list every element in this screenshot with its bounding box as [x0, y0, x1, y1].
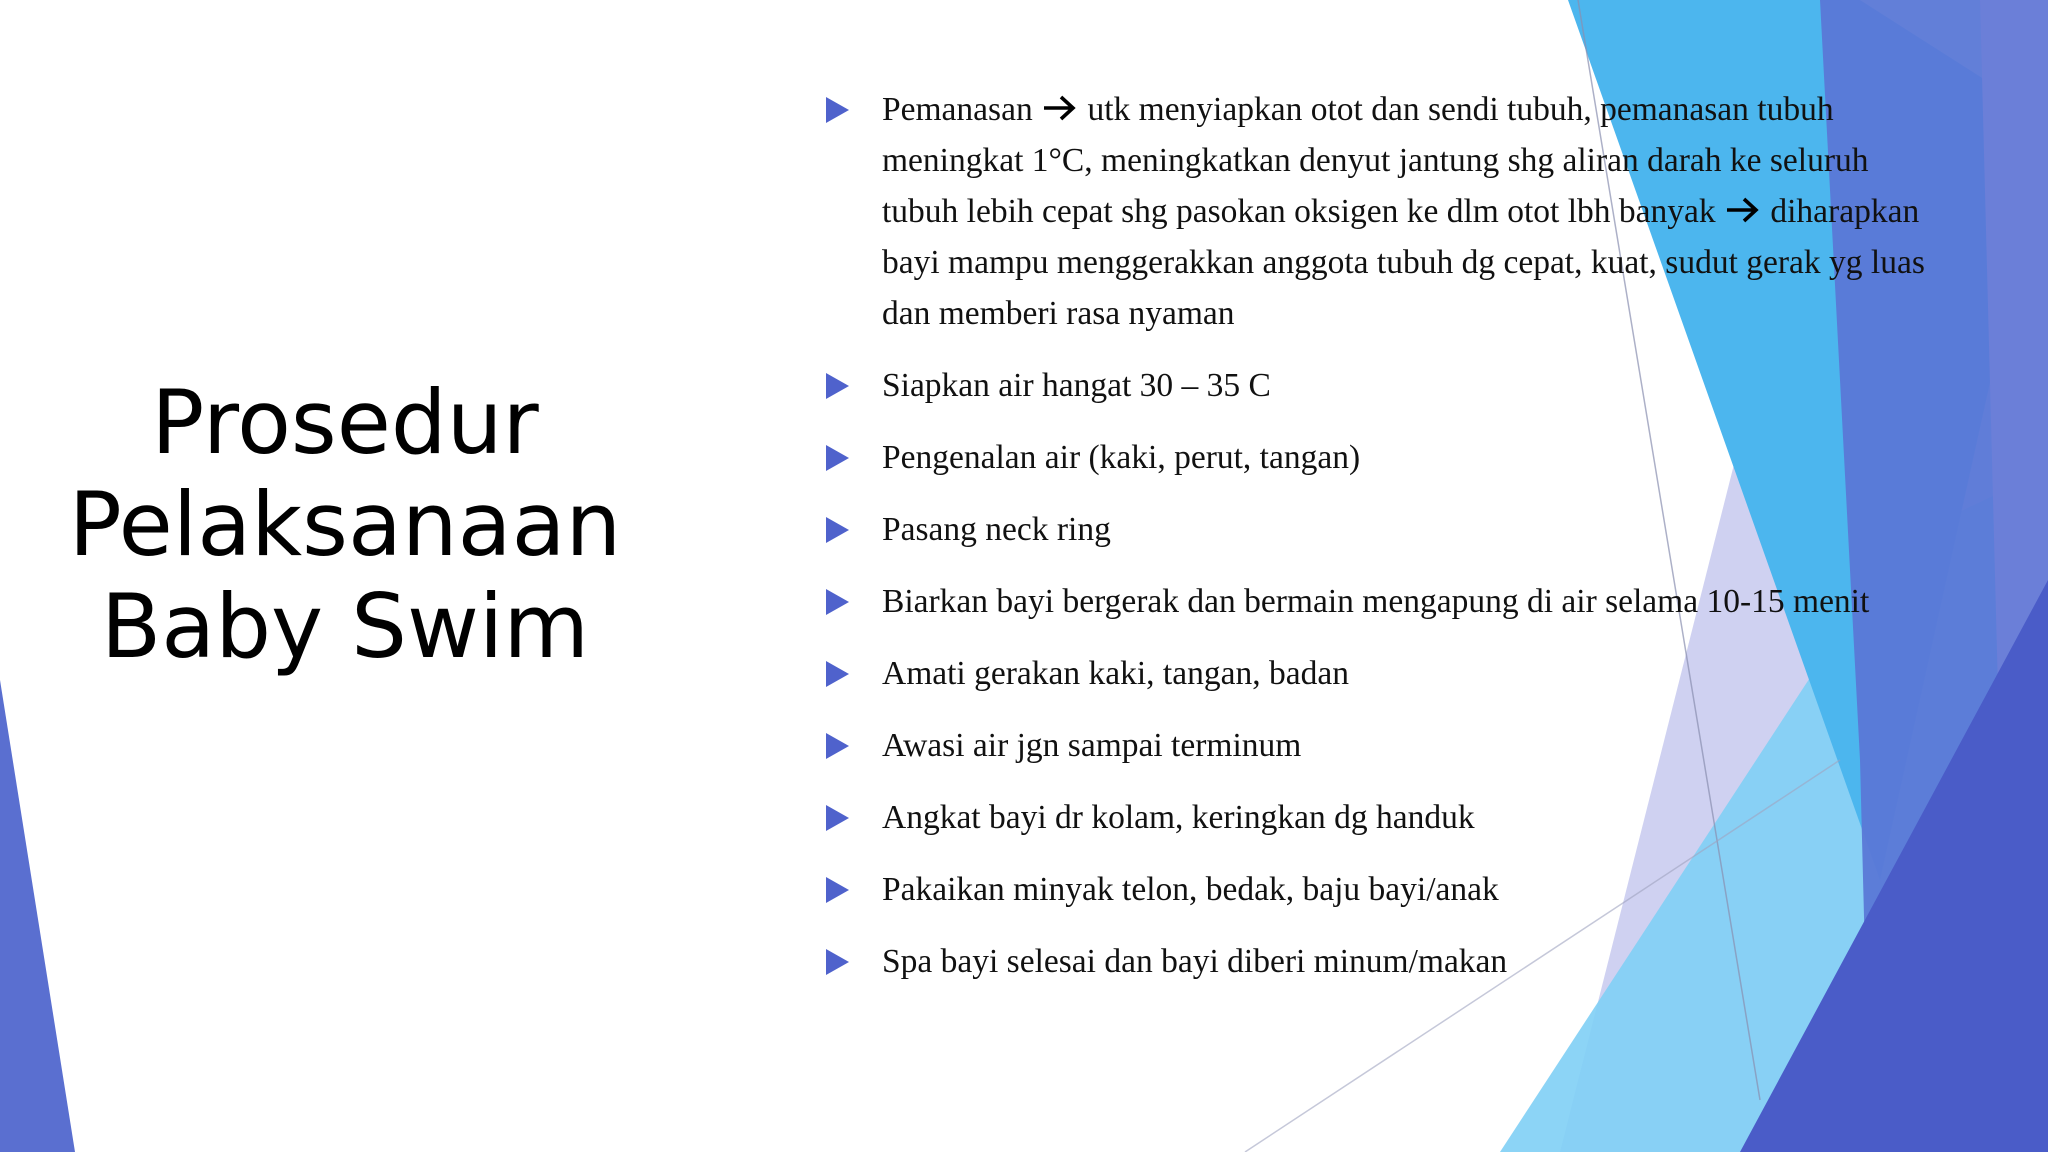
- bullet-text: Awasi air jgn sampai terminum: [882, 727, 1302, 764]
- bullet-item-warmup: [820, 84, 1950, 339]
- bullet-text: Spa bayi selesai dan bayi diberi minum/makan: [882, 943, 1508, 980]
- bullet-item: [820, 648, 1950, 699]
- bullet-text: Biarkan bayi bergerak dan bermain mengapung di air selama 10-15 menit: [882, 583, 1870, 620]
- triangle-bullet-icon: [826, 517, 849, 543]
- bullet-text: Angkat bayi dr kolam, keringkan dg handuk: [882, 799, 1475, 836]
- bullet-item: [820, 432, 1950, 483]
- bullet-text-warmup-3: diharapkan bayi mampu menggerakkan anggota tubuh dg cepat, kuat, sudut gerak yg luas dan memberi rasa nyaman: [882, 193, 1925, 332]
- triangle-bullet-icon: [826, 445, 849, 471]
- left-corner-shape: [0, 680, 75, 1152]
- triangle-bullet-icon: [826, 733, 849, 759]
- triangle-bullet-icon: [826, 805, 849, 831]
- bullet-text: Siapkan air hangat 30 – 35 C: [882, 367, 1271, 404]
- triangle-bullet-icon: [826, 589, 849, 615]
- triangle-bullet-icon: [826, 661, 849, 687]
- right-arrow-icon: [1724, 196, 1762, 224]
- triangle-bullet-icon: [826, 877, 849, 903]
- title-line-1: Prosedur: [151, 371, 539, 474]
- bullet-text: Pasang neck ring: [882, 511, 1111, 548]
- triangle-bullet-icon: [826, 97, 849, 123]
- bullet-item: [820, 864, 1950, 915]
- title-line-2: Pelaksanaan: [68, 473, 622, 576]
- bullet-text: Amati gerakan kaki, tangan, badan: [882, 655, 1349, 692]
- bullet-list: [820, 84, 1950, 987]
- bullet-text-warmup-1: Pemanasan: [882, 91, 1033, 128]
- bullet-item: [820, 504, 1950, 555]
- bullet-item: [820, 936, 1950, 987]
- triangle-bullet-icon: [826, 949, 849, 975]
- bullet-text-warmup-2: utk menyiapkan otot dan sendi tubuh, pemanasan tubuh meningkat 1°C, meningkatkan denyut jantung shg aliran darah ke seluruh tubuh lebih cepat shg pasokan oksigen ke dlm otot lbh banyak: [882, 91, 1869, 230]
- bullet-item: [820, 720, 1950, 771]
- slide-title: [60, 372, 630, 678]
- right-arrow-icon: [1041, 94, 1079, 122]
- bullet-item: [820, 576, 1950, 627]
- title-line-3: Baby Swim: [100, 575, 590, 678]
- bullet-item: [820, 792, 1950, 843]
- triangle-bullet-icon: [826, 373, 849, 399]
- bullet-text: Pakaikan minyak telon, bedak, baju bayi/anak: [882, 871, 1499, 908]
- bullet-item: [820, 360, 1950, 411]
- bullet-text: Pengenalan air (kaki, perut, tangan): [882, 439, 1361, 476]
